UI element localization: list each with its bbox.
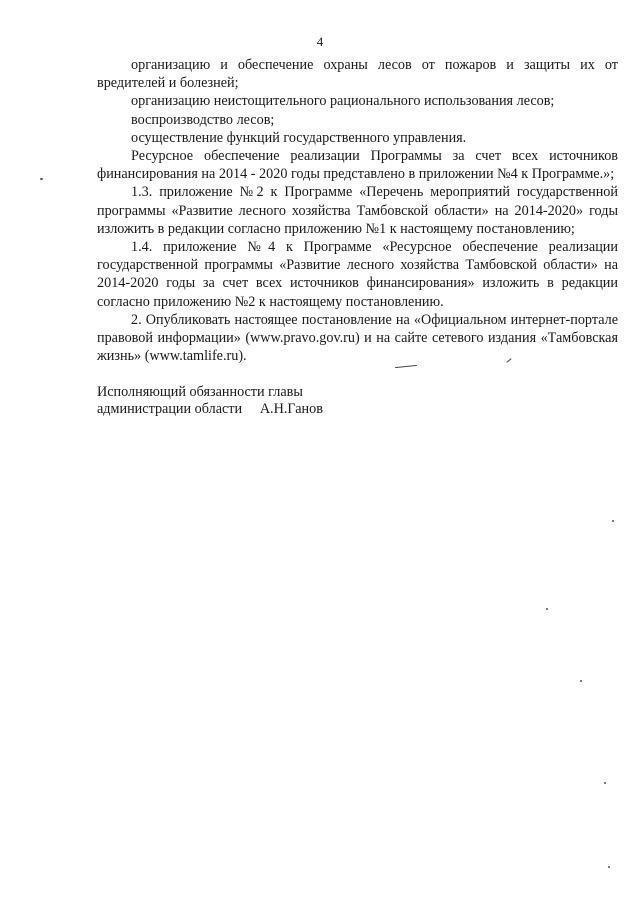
paragraph-forest-use: организацию неистощительного рационального использования лесов; bbox=[131, 93, 555, 110]
scan-speck bbox=[40, 178, 43, 180]
signature-title: Исполняющий обязанности главы bbox=[97, 384, 303, 400]
paragraph-forest-protection: организацию и обеспечение охраны лесов от пожаров и защиты их от вредителей и болезней; bbox=[97, 57, 618, 92]
paragraph-item-1-3: 1.3. приложение №2 к Программе «Перечень мероприятий государственной программы «Развитие лесного хозяйства Тамбовской области» на 2014-2020» годы изложить в редакции согласно приложению №1 к настоящему постановлению; bbox=[97, 184, 618, 237]
paragraph-resource-support: Ресурсное обеспечение реализации Программы за счет всех источников финансирования на 2014 - 2020 годы представлено в приложении №4 к Программе.»; bbox=[97, 148, 618, 183]
paragraph-item-2-publish: 2. Опубликовать настоящее постановление на «Официальном интернет-портале правовой информации» (www.pravo.gov.ru) и на сайте сетевого издания «Тамбовская жизнь» (www.tamlife.ru). bbox=[97, 311, 618, 365]
signature-block bbox=[97, 384, 323, 418]
scan-speck bbox=[604, 782, 606, 784]
signature-name: администрации области А.Н.Ганов bbox=[97, 401, 323, 417]
scan-speck bbox=[612, 520, 614, 522]
scan-speck bbox=[546, 608, 548, 610]
paragraph-state-management: осуществление функций государственного управления. bbox=[131, 129, 467, 146]
scan-speck bbox=[608, 866, 610, 868]
paragraph-item-1-4: 1.4. приложение №4 к Программе «Ресурсное обеспечение реализации государственной программы «Развитие лесного хозяйства Тамбовской области» на 2014-2020 годы за счет всех источников финансирования» изложить в редакции согласно приложению №2 к настоящему постановлению. bbox=[97, 239, 618, 310]
paragraph-reproduction: воспроизводство лесов; bbox=[131, 111, 275, 128]
page-number: 4 bbox=[316, 34, 324, 49]
scan-speck bbox=[580, 680, 582, 682]
document-body bbox=[97, 56, 618, 365]
